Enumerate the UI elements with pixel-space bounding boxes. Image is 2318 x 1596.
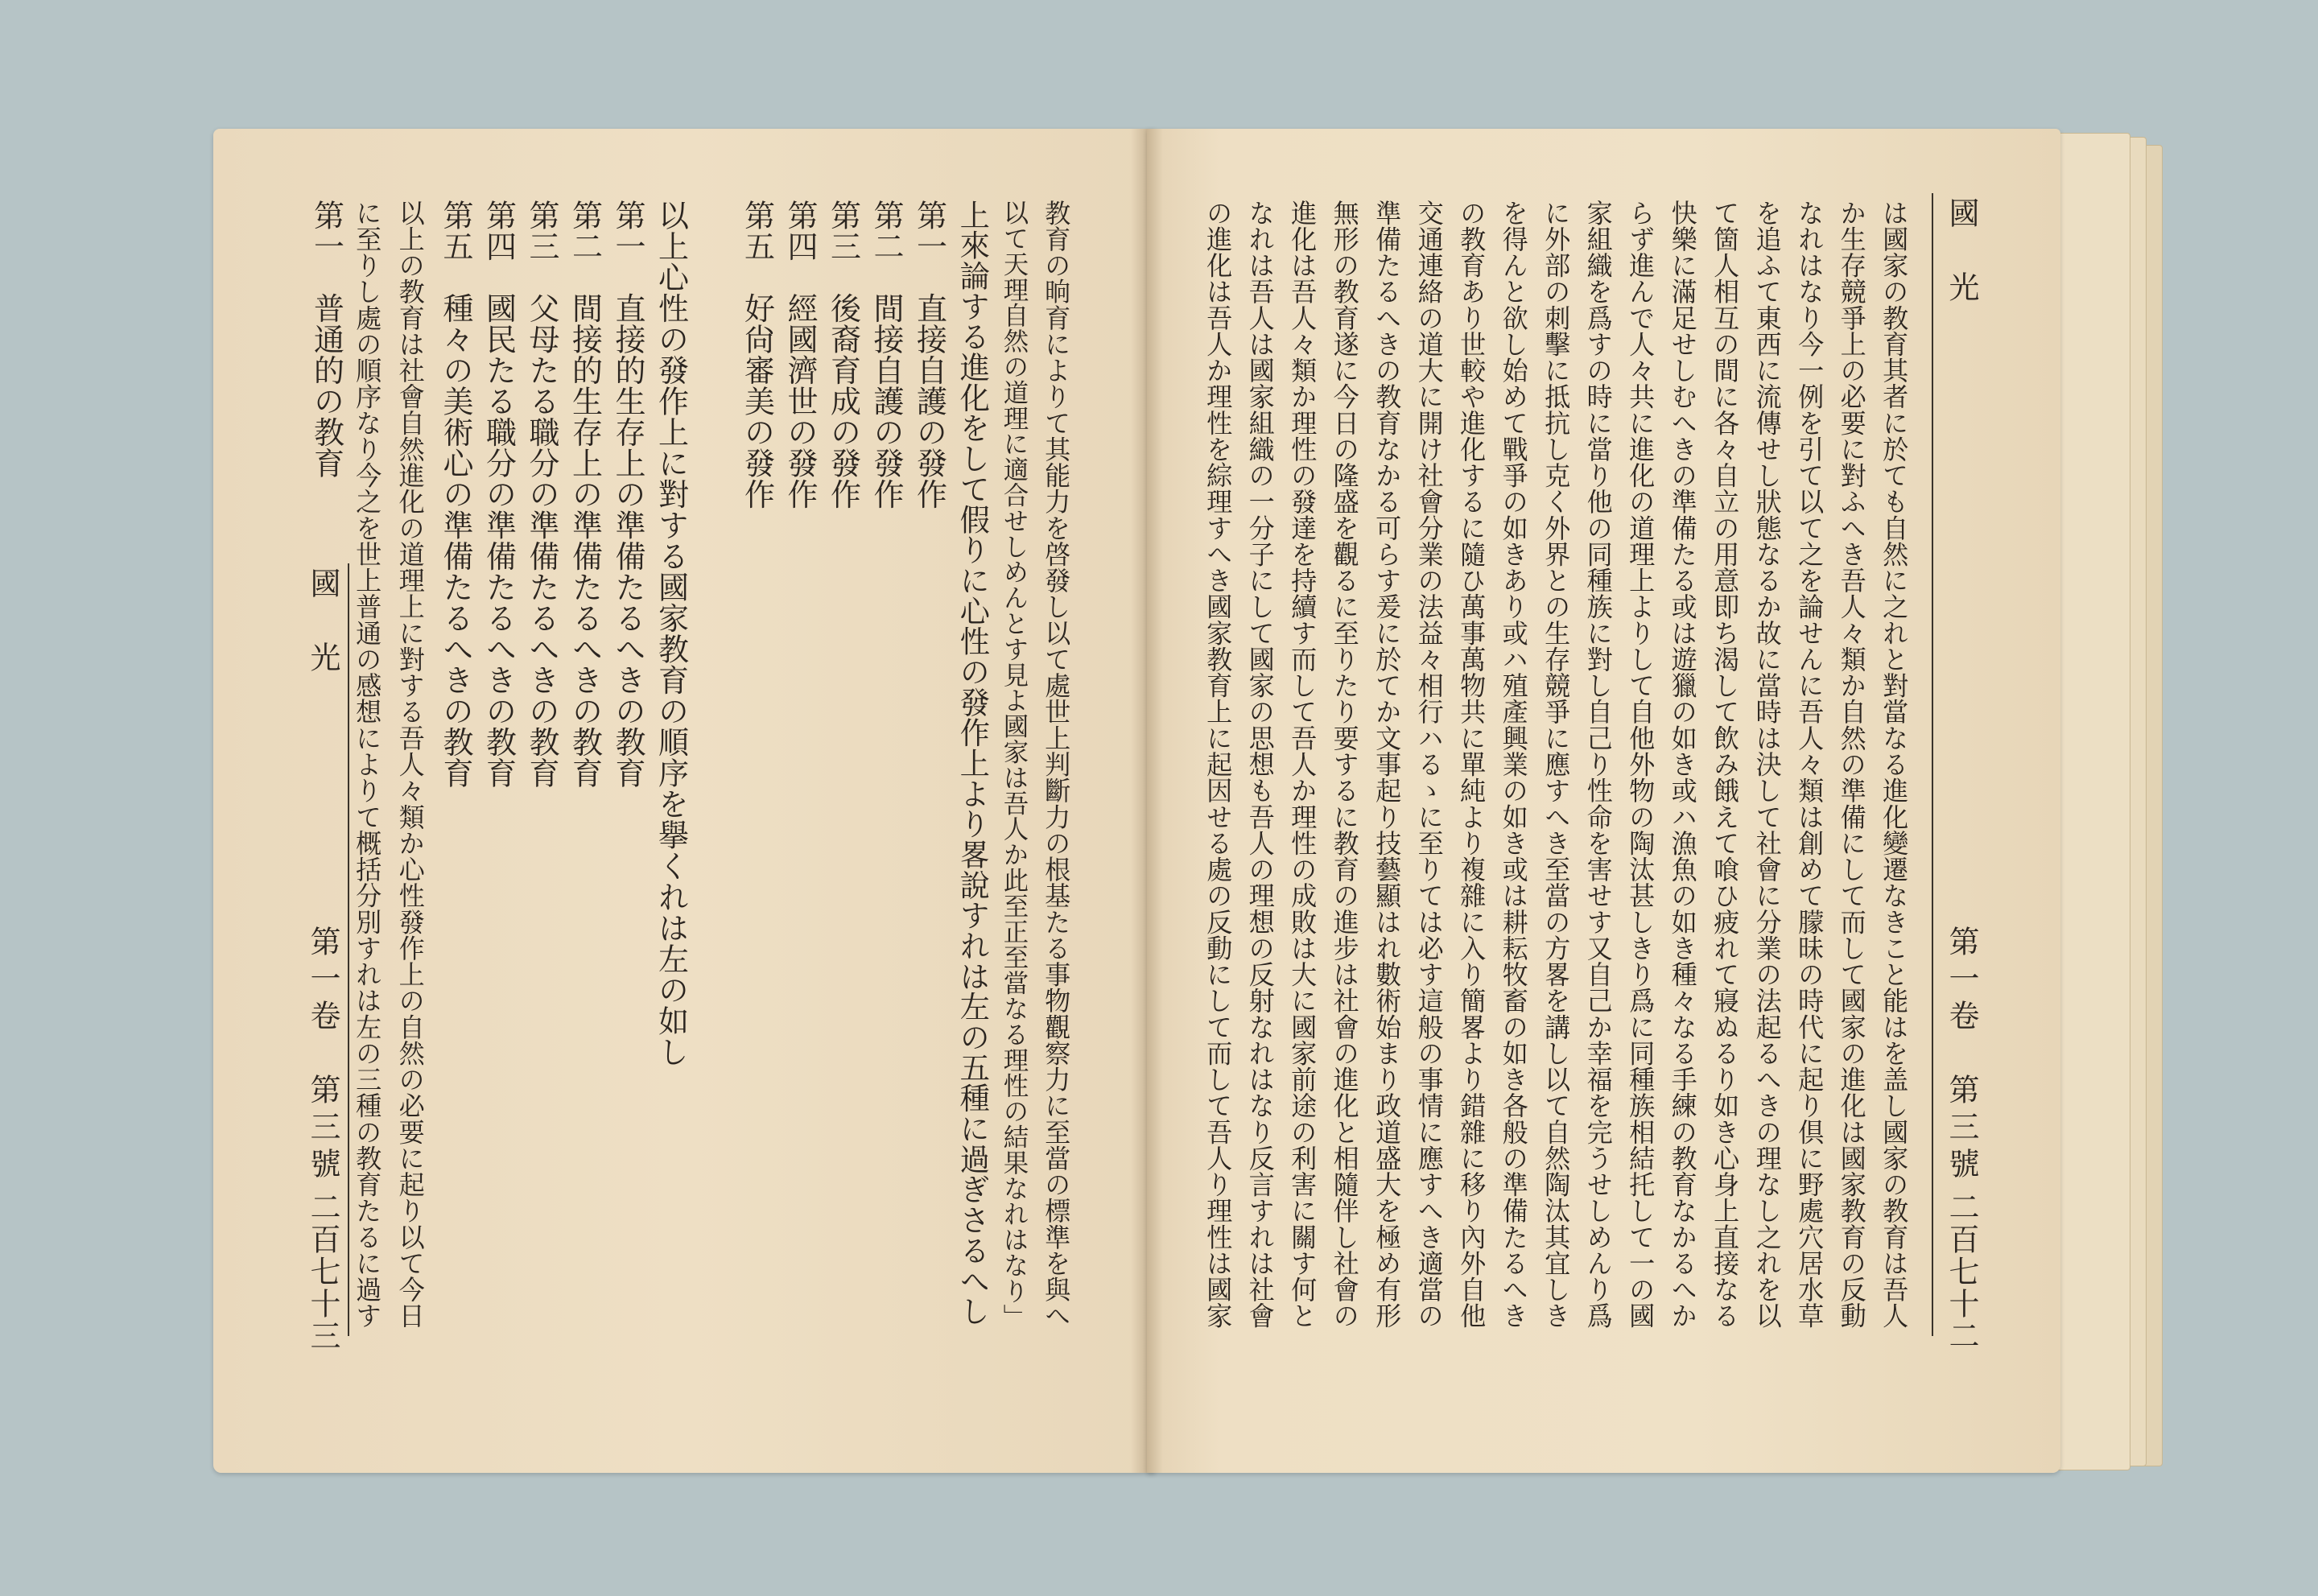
text-line: て箇人相互の間に各々自立の用意即ち渴して飲み餓えて喰ひ疲れて寢ぬるり如き心身上直接なる [1710,200,1741,1330]
text-line: 第五 種々の美術心の準備たるへきの教育 [438,200,473,789]
text-line: 快樂に滿足せしむへきの準備たる或は遊獵の如き或ハ漁魚の如き種々なる手練の教育なかるへか [1667,200,1698,1330]
text-line: 第五 好尙審美の發作 [739,200,775,509]
text-line: 第三 後裔育成の發作 [825,200,861,509]
text-line: 無形の教育遂に今日の隆盛を觀るに至りたり要するに教育の進步は社會の進化と相隨伴し社會の [1329,200,1360,1330]
right-header-rule [1932,193,1933,1336]
text-line: らず進んで人々共に進化の道理上よりして自他外物の陶汰甚しきり爲に同種族相結托して一の國 [1625,200,1656,1330]
text-line: の教育あり世較や進化するに隨ひ萬事萬物共に單純より複雜に入り簡畧より錯雜に移り內外自他 [1456,200,1487,1330]
text-line: 第一 普通的の教育 [308,200,344,479]
left-header-rule [348,563,349,1336]
text-line: 以上心性の發作上に對する國家教育の順序を擧くれは左の如し [653,200,689,1067]
text-line: 家組織を爲すの時に當り他の同種族に對し自己り性命を害せす又自己か幸福を完うせしめんり爲 [1582,200,1614,1330]
left-page-number: 二百七十三 [305,1191,340,1352]
text-line: に外部の刺擊に抵抗し克く外界との生存競爭に應すへき至當の方畧を講し以て自然陶汰其宜しき [1541,200,1572,1330]
text-line: 第三 父母たる職分の準備たるへきの教育 [524,200,559,789]
text-line: 第二 間接自護の發作 [868,200,904,509]
text-line: を追ふて東西に流傳せし狀態なるか故に當時は決して社會に分業の法起るへきの理なし之れを以 [1751,200,1783,1330]
text-line: 上來論する進化をして假りに心性の發作上より畧說すれは左の五種に過ぎさるへし [955,200,991,1327]
text-line: は國家の教育其者に於ても自然に之れと對當なる進化變遷なきこと能はを盖し國家の教育は吾人 [1879,200,1910,1330]
text-line: 第一 直接的生存上の準備たるへきの教育 [610,200,645,789]
text-line: 進化は吾人々類か理性の發達を持續す而して吾人か理性の成敗は大に國家前途の利害に關す何と [1287,200,1318,1330]
text-line: の進化は吾人か理性を綜理すへき國家教育上に起因せる處の反動にして而して吾人り理性は國家 [1202,200,1234,1330]
book-gutter [1131,129,1163,1473]
text-line: 以上の教育は社會自然進化の道理上に對する吾人々類か心性發作上の自然の必要に起り以て今日 [394,200,426,1330]
text-line: なれはなり今一例を引て以て之を論せんに吾人々類は創めて朦昧の時代に起り倶に野處穴居水草 [1794,200,1825,1330]
text-line: 交通連絡の道大に開け社會分業の法益々相行ハるゝに至りては必す這般の事情に應すへき適當の [1413,200,1445,1330]
right-running-title: 國 光 [1944,197,1979,308]
left-running-title: 國 光 [305,567,340,678]
text-line: 第一 直接自護の發作 [911,200,947,509]
text-line: 第四 經國濟世の發作 [782,200,818,509]
right-volume: 第一卷 第三號 [1944,926,1979,1185]
right-page-number: 二百七十二 [1944,1191,1979,1352]
text-line: か生存競爭上の必要に對ふへき吾人々類か自然の準備にして而して國家の進化は國家教育の反動 [1836,200,1867,1330]
text-line: 第四 國民たる職分の準備たるへきの教育 [481,200,517,789]
text-line: 教育の晌育によりて其能力を啓發し以て處世上判斷力の根基たる事物觀察力に至當の標準を與へ [1041,200,1072,1330]
text-line: なれは吾人は國家組織の一分子にして國家の思想も吾人の理想の反射なれはなり反言すれは社會 [1244,200,1276,1330]
text-line: を得んと欲し始めて戰爭の如きあり或ハ殖產興業の如き或は耕耘牧畜の如き各般の準備たるへき [1498,200,1529,1330]
text-line: 準備たるへきの教育なかる可らす爰に於てか文事起り技藝顯はれ數術始まり政道盛大を極め有形 [1371,200,1403,1330]
text-line: 以て天理自然の道理に適合せしめんとす見よ國家は吾人か此至正至當なる理性の結果なれはなり」 [998,200,1028,1330]
left-volume: 第一卷 第三號 [305,926,340,1185]
text-line: 第二 間接的生存上の準備たるへきの教育 [567,200,603,789]
text-line: に至りし處の順序なり今之を世上普通の感想によりて概括分別すれは左の三種の教育たるに過す [352,200,383,1330]
